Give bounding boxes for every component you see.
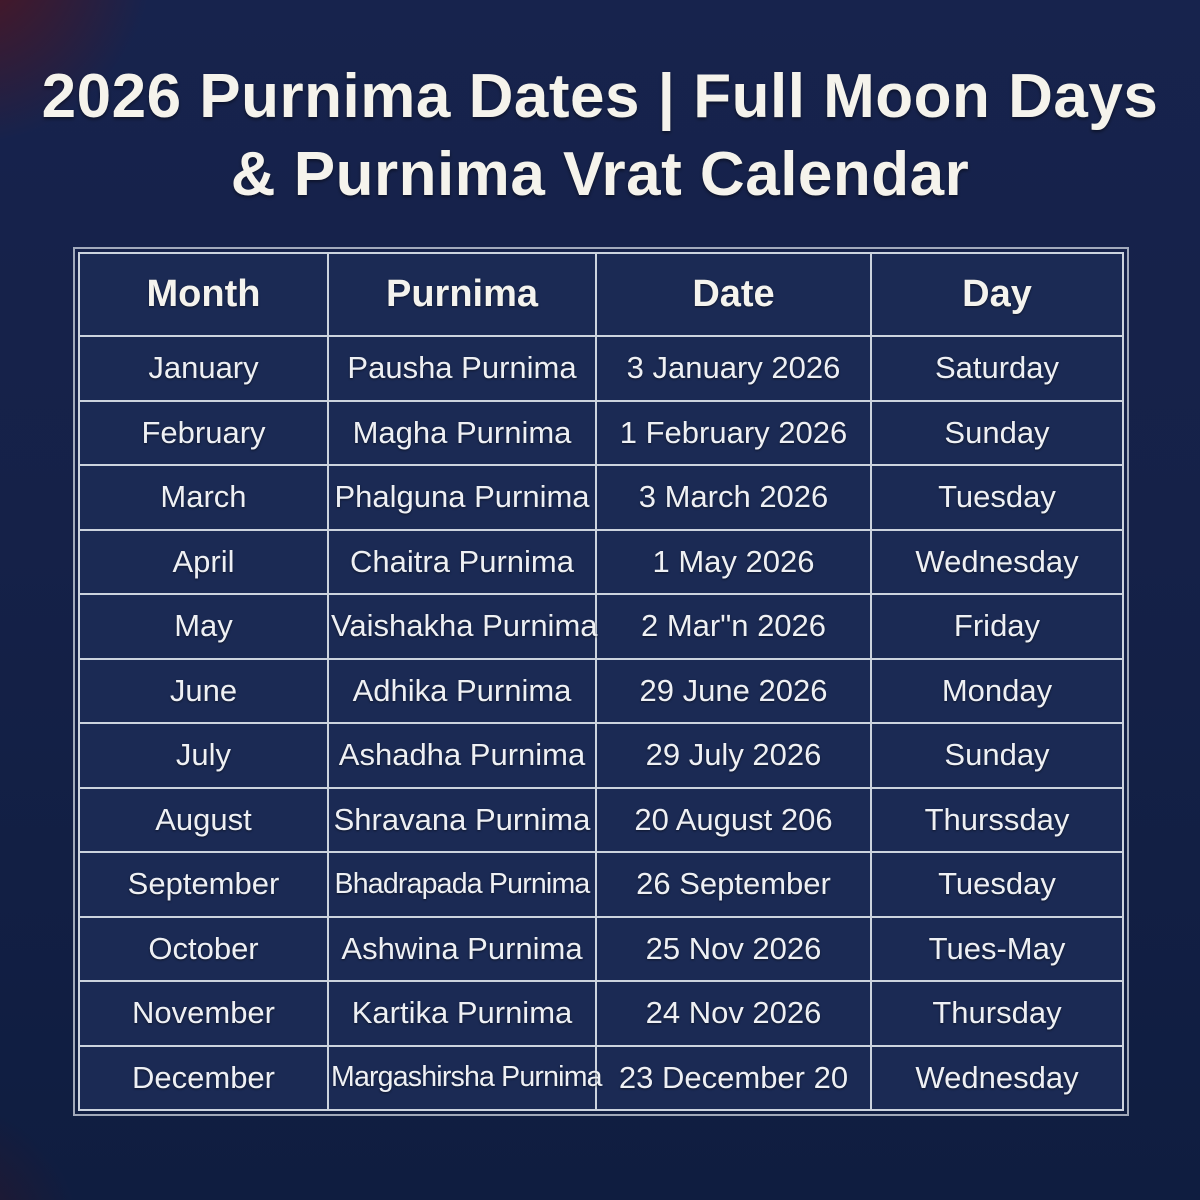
table-row [79,530,1123,595]
table-row [79,465,1123,530]
cell-day: Saturday [871,336,1123,401]
column-header-day: Day [871,253,1123,336]
cell-purnima: Magha Purnima [328,401,596,466]
table-row [79,659,1123,724]
cell-day: Sunday [871,723,1123,788]
cell-day: Thurssday [871,788,1123,853]
table-header [79,253,1123,336]
table-row [79,917,1123,982]
cell-month: January [79,336,328,401]
table-row [79,401,1123,466]
cell-day: Sunday [871,401,1123,466]
cell-date: 3 March 2026 [596,465,871,530]
cell-date: 29 July 2026 [596,723,871,788]
cell-month: March [79,465,328,530]
cell-purnima: Phalguna Purnima [328,465,596,530]
cell-day: Wednesday [871,1046,1123,1111]
cell-purnima: Shravana Purnima [328,788,596,853]
cell-purnima: Chaitra Purnima [328,530,596,595]
table-row [79,594,1123,659]
cell-purnima: Ashadha Purnima [328,723,596,788]
cell-purnima: Bhadrapada Purnima [328,852,596,917]
table-row [79,788,1123,853]
cell-date: 1 May 2026 [596,530,871,595]
cell-purnima: Pausha Purnima [328,336,596,401]
cell-date: 20 August 206 [596,788,871,853]
cell-month: July [79,723,328,788]
table-row [79,1046,1123,1111]
table-row [79,336,1123,401]
cell-date: 1 February 2026 [596,401,871,466]
cell-date: 24 Nov 2026 [596,981,871,1046]
cell-date: 29 June 2026 [596,659,871,724]
header-row [79,253,1123,336]
cell-day: Friday [871,594,1123,659]
cell-date: 2 Marʺn 2026 [596,594,871,659]
cell-day: Monday [871,659,1123,724]
cell-month: December [79,1046,328,1111]
cell-purnima: Margashirsha Purnima [328,1046,596,1111]
cell-day: Wednesday [871,530,1123,595]
cell-purnima: Adhika Purnima [328,659,596,724]
table-row [79,981,1123,1046]
cell-month: October [79,917,328,982]
cell-day: Tuesday [871,852,1123,917]
cell-month: May [79,594,328,659]
cell-month: November [79,981,328,1046]
cell-date: 3 January 2026 [596,336,871,401]
cell-month: April [79,530,328,595]
cell-month: February [79,401,328,466]
cell-date: 25 Nov 2026 [596,917,871,982]
column-header-date: Date [596,253,871,336]
column-header-purnima: Purnima [328,253,596,336]
cell-month: June [79,659,328,724]
cell-purnima: Ashwina Purnima [328,917,596,982]
cell-date: 23 December 20 [596,1046,871,1111]
table-body [79,336,1123,1110]
cell-day: Thursday [871,981,1123,1046]
cell-purnima: Vaishakha Purnima [328,594,596,659]
cell-day: Tuesday [871,465,1123,530]
purnima-calendar-table [78,252,1124,1111]
cell-date: 26 September [596,852,871,917]
cell-purnima: Kartika Purnima [328,981,596,1046]
column-header-month: Month [79,253,328,336]
table-row [79,723,1123,788]
cell-day: Tues-May [871,917,1123,982]
table-row [79,852,1123,917]
page-title: 2026 Purnima Dates | Full Moon Days & Purnima Vrat Calendar [41,62,1159,209]
cell-month: September [79,852,328,917]
cell-month: August [79,788,328,853]
